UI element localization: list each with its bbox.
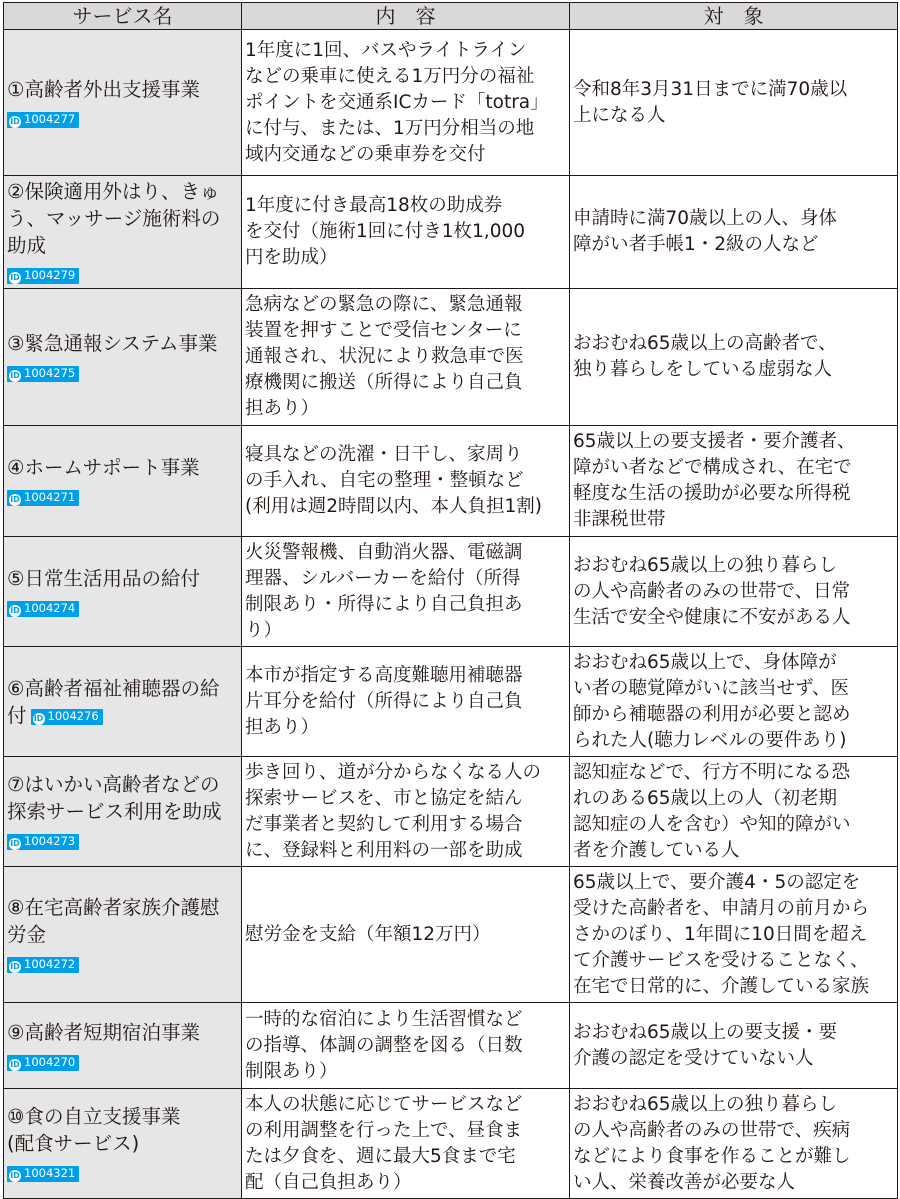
id-circle-icon: ID (10, 273, 20, 282)
service-name: ⑨高齢者短期宿泊事業 (7, 1020, 200, 1044)
id-circle-icon: ID (10, 495, 20, 504)
id-number: 1004272 (24, 957, 76, 971)
service-name: ②保険適用外はり、きゅう、マッサージ施術料の助成 (7, 180, 221, 257)
service-name-cell (4, 867, 242, 1003)
table-row (4, 1003, 898, 1089)
target-cell: 申請時に満70歳以上の人、身体 障がい者手帳1・2級の人など (570, 176, 898, 289)
service-name-cell (4, 426, 242, 537)
content-cell: 歩き回り、道が分からなくなる人の 探索サービスを、市と協定を結ん だ事業者と契約して利用する場合 に、登録料と利用料の一部を助成 (242, 757, 570, 867)
id-number: 1004276 (47, 708, 99, 723)
id-circle-icon: ID (10, 1171, 20, 1180)
id-badge[interactable] (31, 709, 103, 725)
content-cell: 一時的な宿泊により生活習慣など の指導、体調の調整を図る（日数 制限あり） (242, 1003, 570, 1089)
service-name-cell (4, 289, 242, 426)
table-row (4, 176, 898, 289)
service-name-cell (4, 647, 242, 757)
content-cell: 寝具などの洗濯・日干し、家周り の手入れ、自宅の整理・整頓など (利用は週2時間以内、本人負担1割) (242, 426, 570, 537)
services-table (3, 2, 898, 1199)
table-row (4, 757, 898, 867)
service-name: ⑩食の自立支援事業 (配食サービス) (7, 1105, 181, 1155)
id-circle-icon: ID (10, 116, 20, 126)
service-name-cell (4, 176, 242, 289)
id-badge[interactable] (7, 112, 79, 128)
target-cell: おおむね65歳以上の要支援・要 介護の認定を受けていない人 (570, 1003, 898, 1089)
target-cell: 65歳以上の要支援者・要介護者、 障がい者などで構成され、在宅で 軽度な生活の援助が必要な所得税 非課税世帯 (570, 426, 898, 537)
service-name-cell (4, 1089, 242, 1199)
id-number: 1004274 (24, 600, 76, 615)
target-cell: おおむね65歳以上の独り暮らし の人や高齢者のみの世帯で、日常 生活で安全や健康に不安がある人 (570, 537, 898, 647)
service-name: ⑦はいかい高齢者などの探索サービス利用を助成 (7, 773, 222, 823)
id-number: 1004275 (24, 366, 76, 380)
target-cell: 令和8年3月31日までに満70歳以 上になる人 (570, 30, 898, 176)
content-cell: 慰労金を支給（年額12万円） (242, 867, 570, 1003)
id-number: 1004270 (24, 1054, 76, 1069)
table-row (4, 647, 898, 757)
table-row (4, 289, 898, 426)
service-name-cell (4, 537, 242, 647)
content-cell: 本人の状態に応じてサービスなど の利用調整を行った上で、昼食ま たは夕食を、週に最大5食まで宅 配（自己負担あり） (242, 1089, 570, 1199)
id-badge[interactable] (7, 834, 79, 850)
service-name-cell (4, 757, 242, 867)
table-row (4, 867, 898, 1003)
service-name: ⑤日常生活用品の給付 (7, 566, 200, 590)
id-number: 1004271 (24, 490, 76, 504)
service-name: ①高齢者外出支援事業 (7, 77, 200, 101)
content-cell: 本市が指定する高度難聴用補聴器 片耳分を給付（所得により自己負 担あり） (242, 647, 570, 757)
service-name: ④ホームサポート事業 (7, 456, 200, 479)
id-circle-icon: ID (10, 1059, 20, 1069)
content-cell: 火災警報機、自動消火器、電磁調 理器、シルバーカーを給付（所得 制限あり・所得により自己負担あ り） (242, 537, 570, 647)
id-number: 1004277 (24, 111, 76, 126)
content-cell: 急病などの緊急の際に、緊急通報 装置を押すことで受信センターに 通報され、状況により救急車で医 療機関に搬送（所得により自己負 担あり） (242, 289, 570, 426)
service-name-cell (4, 30, 242, 176)
id-number: 1004279 (24, 268, 76, 282)
table-row (4, 537, 898, 647)
id-circle-icon: ID (10, 839, 20, 848)
target-cell: おおむね65歳以上で、身体障が い者の聴覚障がいに該当せず、医 師から補聴器の利用が必要と認め られた人(聴力レベルの要件あり) (570, 647, 898, 757)
content-cell: 1年度に1回、バスやライトライン などの乗車に使える1万円分の福祉 ポイントを交通系ICカード「totra」 に付与、または、1万円分相当の地 域内交通などの乗車券を交付 (242, 30, 570, 176)
service-name: ⑧在宅高齢者家族介護慰労金 (7, 896, 220, 946)
id-badge[interactable] (7, 490, 79, 506)
id-circle-icon: ID (33, 713, 44, 723)
target-cell: 65歳以上で、要介護4・5の認定を 受けた高齢者を、申請月の前月から さかのぼり、1年間に10日間を超え て介護サービスを受けることなく、 在宅で日常的に、介護している家族 (570, 867, 898, 1003)
header-row (4, 3, 898, 30)
service-name: ⑥高齢者福祉補聴器の給付 (7, 676, 220, 727)
header-service-name: サービス名 (4, 3, 242, 30)
id-badge[interactable] (7, 957, 79, 973)
id-number: 1004321 (24, 1166, 76, 1180)
table-row (4, 30, 898, 176)
id-circle-icon: ID (10, 371, 20, 380)
id-circle-icon: ID (10, 605, 20, 615)
target-cell: 認知症などで、行方不明になる恐 れのある65歳以上の人（初老期 認知症の人を含む）や知的障がい 者を介護している人 (570, 757, 898, 867)
id-circle-icon: ID (10, 962, 20, 971)
id-badge[interactable] (7, 1166, 79, 1182)
id-badge[interactable] (7, 268, 79, 284)
table-row (4, 1089, 898, 1199)
id-number: 1004273 (24, 834, 76, 848)
id-badge[interactable] (7, 601, 79, 617)
header-target: 対 象 (570, 3, 898, 30)
id-badge[interactable] (7, 366, 79, 382)
id-badge[interactable] (7, 1055, 79, 1071)
service-name: ③緊急通報システム事業 (7, 332, 218, 355)
target-cell: おおむね65歳以上の独り暮らし の人や高齢者のみの世帯で、疾病 などにより食事を作ることが難し い人、栄養改善が必要な人 (570, 1089, 898, 1199)
content-cell: 1年度に付き最高18枚の助成券 を交付（施術1回に付き1枚1,000 円を助成） (242, 176, 570, 289)
header-content: 内 容 (242, 3, 570, 30)
target-cell: おおむね65歳以上の高齢者で、 独り暮らしをしている虚弱な人 (570, 289, 898, 426)
table-row (4, 426, 898, 537)
service-name-cell (4, 1003, 242, 1089)
